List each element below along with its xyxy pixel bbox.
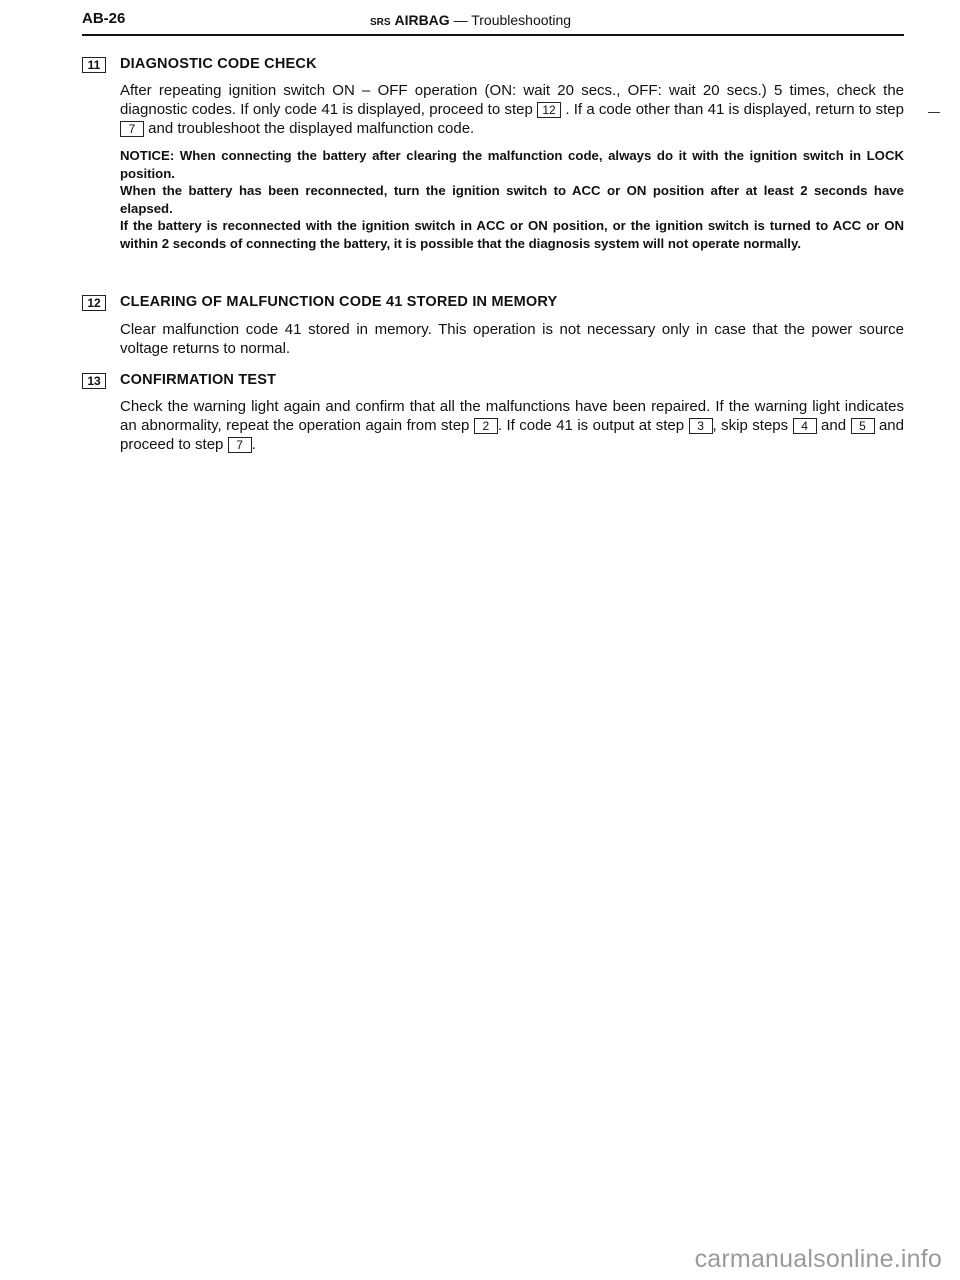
step-ref: 3 <box>689 418 713 434</box>
notice-line: If the battery is reconnected with the ignition switch in ACC or ON position, or the ignition switch is turned to ACC or ON within 2 seconds of connecting the battery, it is possible that the diagnosis system will not operate normally. <box>120 218 904 251</box>
section-body <box>120 397 904 454</box>
section-heading: CLEARING OF MALFUNCTION CODE 41 STORED IN MEMORY <box>120 294 558 310</box>
section-heading: DIAGNOSTIC CODE CHECK <box>120 56 317 72</box>
step-number-box: 12 <box>82 295 106 311</box>
step-ref: 2 <box>474 418 498 434</box>
body-text: . <box>251 436 256 453</box>
body-text: . If a code other than 41 is displayed, return to step <box>561 101 904 118</box>
margin-mark <box>928 112 940 113</box>
step-ref: 12 <box>537 102 561 118</box>
title-prefix: SRS <box>370 17 391 28</box>
page-header <box>82 10 904 36</box>
body-text: . If code 41 is output at step <box>497 417 689 434</box>
step-ref: 5 <box>851 418 875 434</box>
step-number-box: 13 <box>82 373 106 389</box>
body-text: and troubleshoot the displayed malfunction code. <box>144 120 475 137</box>
body-text: Check the warning light again and confirm that all the malfunctions have been repaired. If the warning light indicates an abnormality, repeat the operation again from step <box>120 398 904 434</box>
body-text: and proceed to step <box>120 417 904 453</box>
title-rest: — Troubleshooting <box>449 12 572 28</box>
step-ref: 7 <box>120 121 144 137</box>
page-title <box>370 12 571 28</box>
section-heading: CONFIRMATION TEST <box>120 372 277 388</box>
header-rule <box>82 34 904 36</box>
page-number: AB-26 <box>82 10 126 27</box>
notice-line: NOTICE: When connecting the battery after clearing the malfunction code, always do it with the ignition switch in LOCK position. <box>120 148 904 181</box>
body-text: and <box>816 417 851 434</box>
body-text: After repeating ignition switch ON – OFF operation (ON: wait 20 secs., OFF: wait 20 secs.) 5 times, check the diagnostic codes. If only code 41 is displayed, proceed to step <box>120 82 904 118</box>
notice-block <box>120 147 904 252</box>
body-text: , skip steps <box>712 417 793 434</box>
section-body: Clear malfunction code 41 stored in memory. This operation is not necessary only in case that the power source voltage returns to normal. <box>120 321 904 357</box>
notice-line: When the battery has been reconnected, turn the ignition switch to ACC or ON position after at least 2 seconds have elapsed. <box>120 183 904 216</box>
step-ref: 4 <box>793 418 817 434</box>
step-ref: 7 <box>228 437 252 453</box>
step-number-box: 11 <box>82 57 106 73</box>
watermark: carmanualsonline.info <box>694 1245 942 1273</box>
section-body <box>120 81 904 138</box>
title-main: AIRBAG <box>394 12 450 28</box>
